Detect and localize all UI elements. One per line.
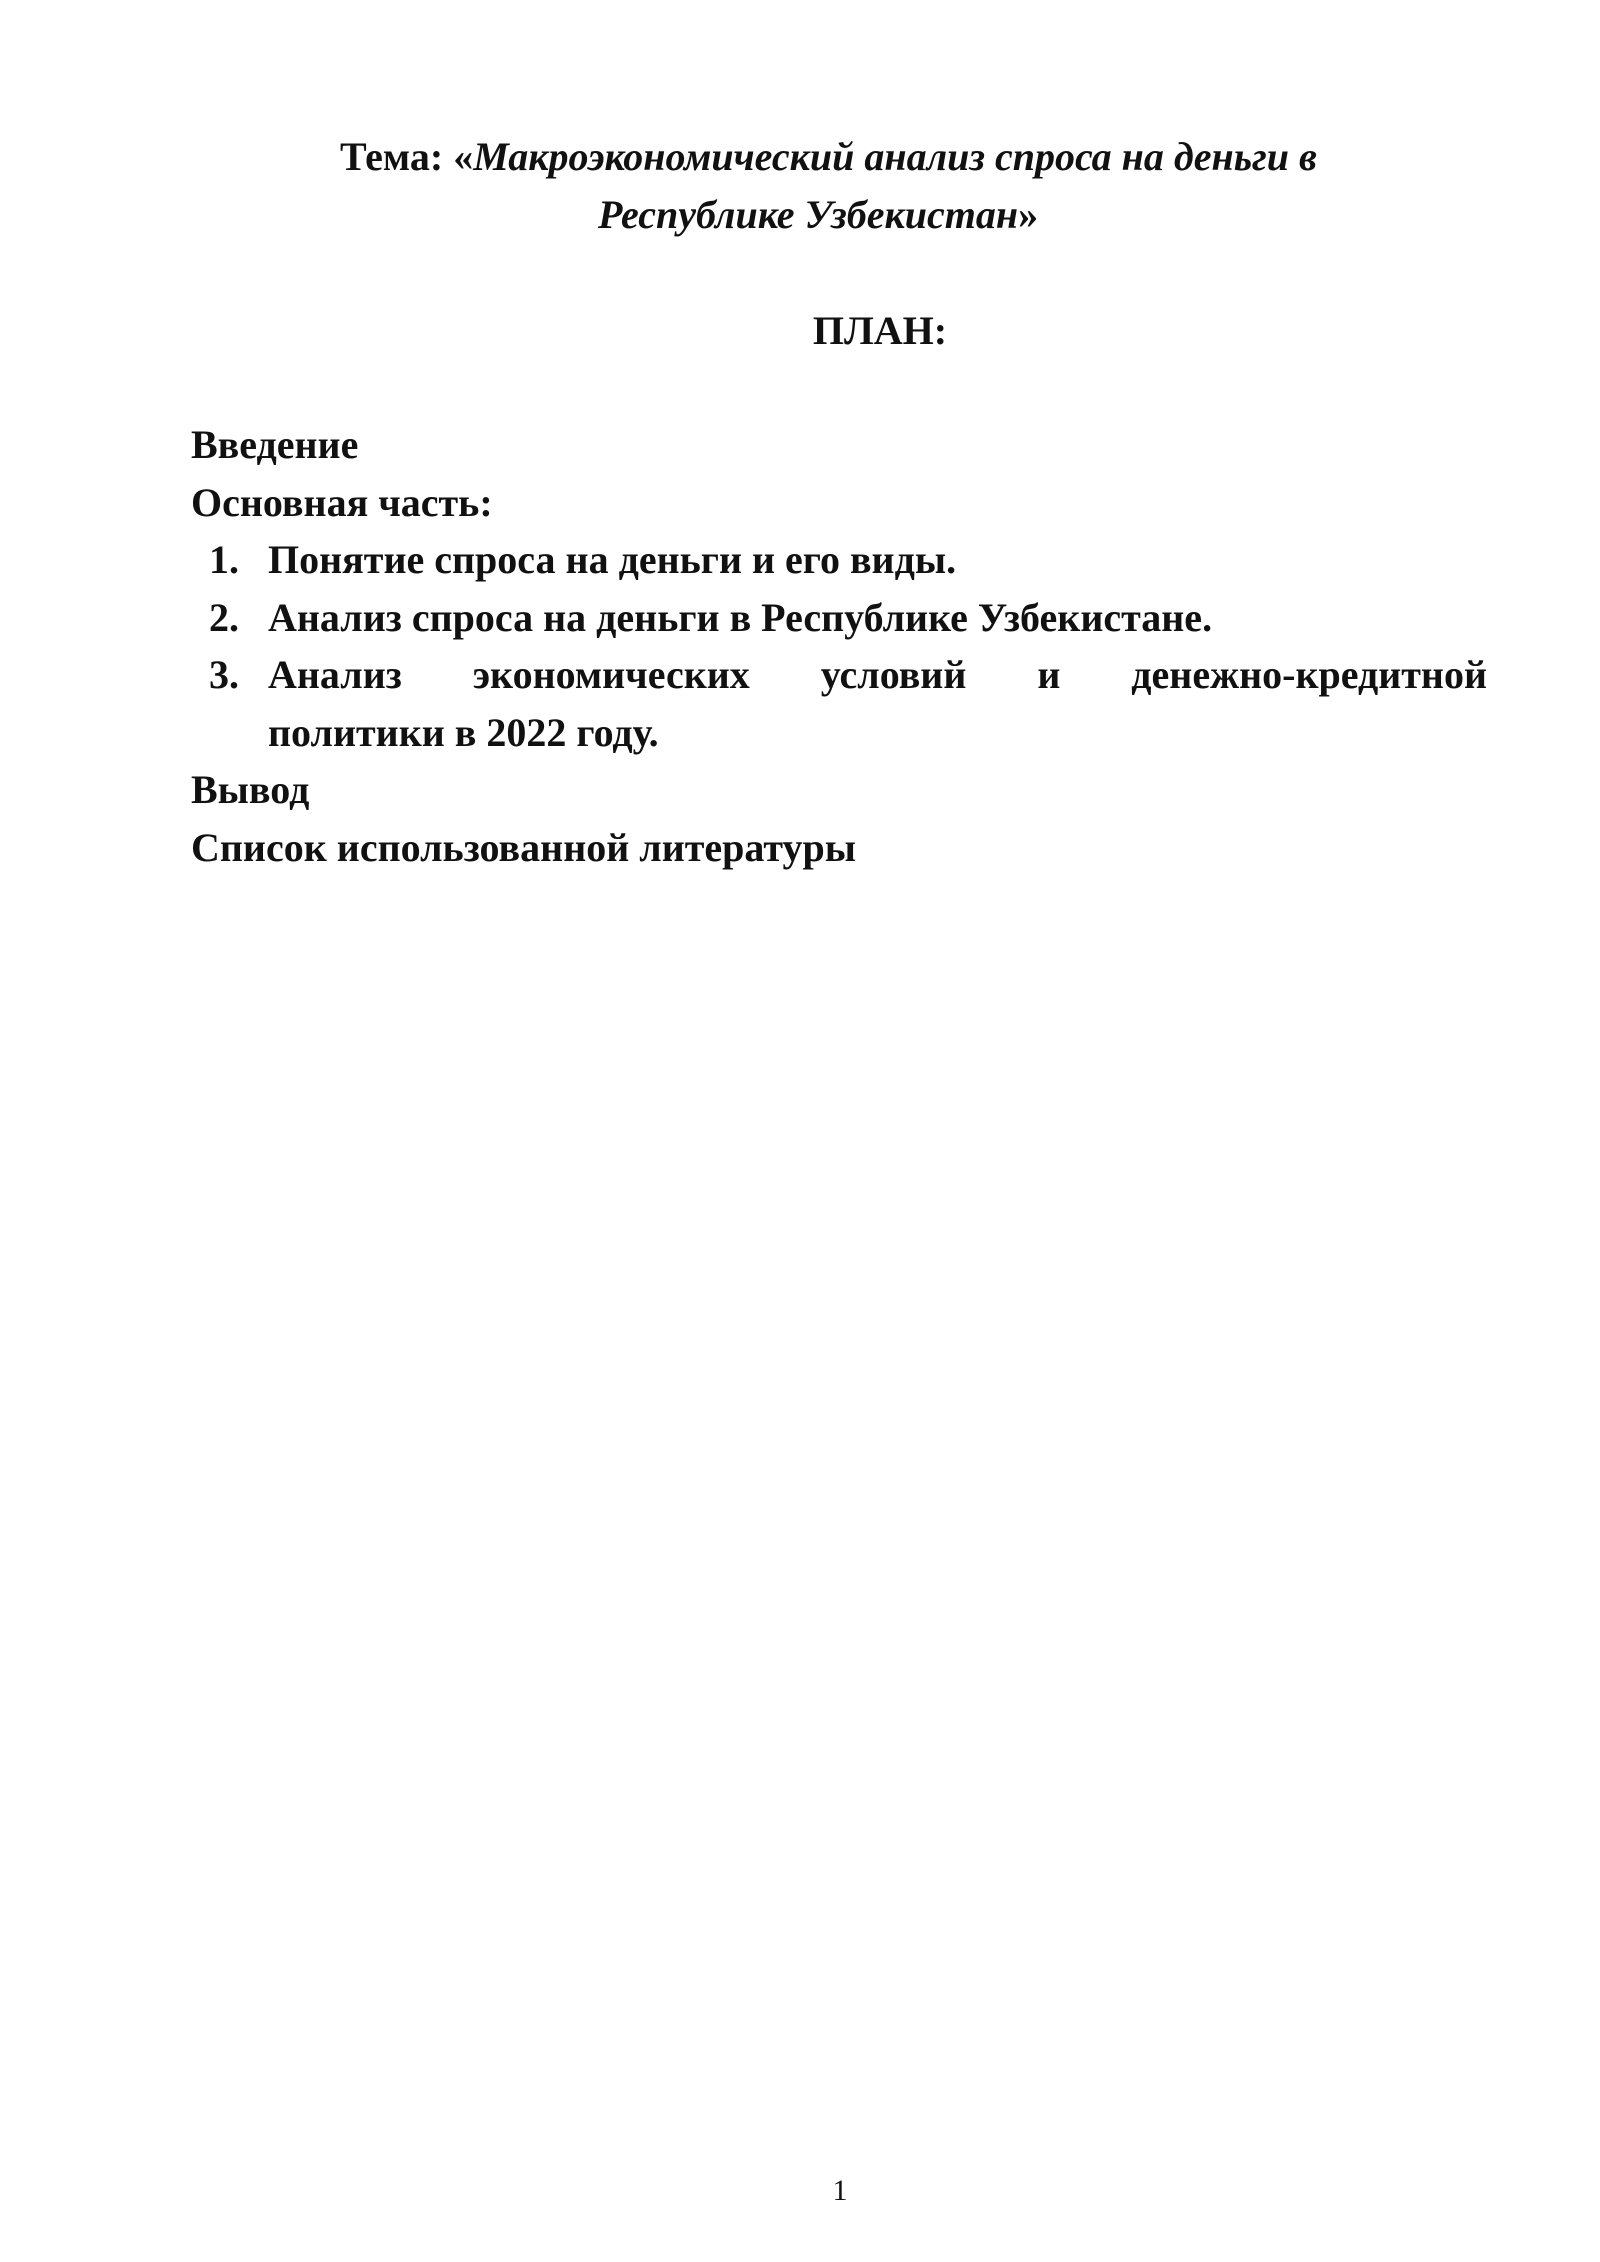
list-item <box>191 531 1487 589</box>
outline-main-part: Основная часть: <box>191 479 493 525</box>
page-number: 1 <box>832 2174 848 2207</box>
title-suffix: » <box>1018 192 1039 237</box>
list-item-number: 1. <box>209 537 239 582</box>
title-line-2 <box>340 186 1440 244</box>
list-item-text-line-1: Анализ экономических условий и денежно-кредитной <box>268 652 1487 697</box>
outline-numbered-list <box>191 531 1491 761</box>
title-prefix: Тема: « <box>340 134 474 179</box>
list-item-number: 2. <box>209 594 239 640</box>
outline-conclusion: Вывод <box>191 767 310 812</box>
list-item <box>191 589 1487 647</box>
document-title <box>340 128 1440 244</box>
title-line-1 <box>340 128 1440 186</box>
list-item-text-line-2: политики в 2022 году. <box>268 709 659 755</box>
list-item-number: 3. <box>209 652 239 697</box>
title-topic-part-2: Республике Узбекистан <box>598 192 1019 237</box>
list-item <box>191 646 1487 761</box>
title-topic-part-1: Макроэкономический анализ спроса на деньги в <box>473 134 1317 179</box>
list-item-text: Понятие спроса на деньги и его виды. <box>268 537 957 582</box>
outline-references: Список использованной литературы <box>191 824 856 870</box>
list-item-text: Анализ спроса на деньги в Республике Узбекистане. <box>268 594 1213 640</box>
plan-outline <box>191 416 1491 876</box>
outline-intro: Введение <box>191 422 359 467</box>
plan-heading: ПЛАН: <box>812 308 948 353</box>
